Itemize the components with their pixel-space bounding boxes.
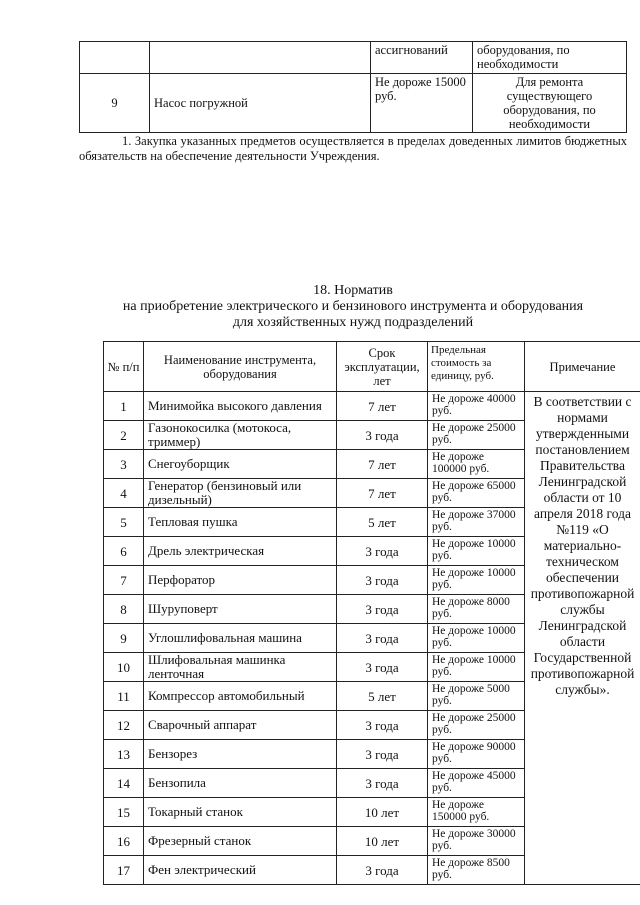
item-name-cell: Токарный станок <box>144 798 337 827</box>
price-cell: Не дороже 25000 руб. <box>428 711 525 740</box>
term-cell: 3 года <box>337 595 428 624</box>
item-name-cell: Минимойка высокого давления <box>144 392 337 421</box>
section-title-line: для хозяйственных нужд подразделений <box>232 315 474 330</box>
item-name-cell: Тепловая пушка <box>144 508 337 537</box>
item-name-cell: Сварочный аппарат <box>144 711 337 740</box>
section-title-line: на приобретение электрического и бензинового инструмента и оборудования <box>122 299 584 314</box>
term-cell: 5 лет <box>337 682 428 711</box>
item-name-cell: Шлифовальная машинка ленточная <box>144 653 337 682</box>
header-price: Предельная стоимость за единицу, руб. <box>428 342 525 392</box>
term-cell: 10 лет <box>337 827 428 856</box>
section-title <box>79 283 627 331</box>
item-name-cell: Газонокосилка (мотокоса, триммер) <box>144 421 337 450</box>
price-cell: Не дороже 8500 руб. <box>428 856 525 885</box>
price-cell: Не дороже 10000 руб. <box>428 537 525 566</box>
item-name-cell: Перфоратор <box>144 566 337 595</box>
item-name-cell: Фрезерный станок <box>144 827 337 856</box>
row-number-cell: 14 <box>104 769 144 798</box>
row-number-cell: 9 <box>104 624 144 653</box>
section-title-number: 18. Норматив <box>313 283 393 298</box>
table-row <box>80 42 627 74</box>
header-number: № п/п <box>104 342 144 392</box>
item-name-cell: Бензопила <box>144 769 337 798</box>
row-number-cell <box>80 42 150 74</box>
term-cell: 7 лет <box>337 450 428 479</box>
price-cell: Не дороже 30000 руб. <box>428 827 525 856</box>
item-name-cell: Дрель электрическая <box>144 537 337 566</box>
row-number-cell: 6 <box>104 537 144 566</box>
term-cell: 3 года <box>337 421 428 450</box>
row-number-cell: 8 <box>104 595 144 624</box>
item-name-cell <box>150 42 371 74</box>
procurement-note: 1. Закупка указанных предметов осуществляется в пределах доведенных лимитов бюджетных обязательств на обеспечение деятельности Учреждения. <box>79 134 627 163</box>
price-cell: Не дороже 10000 руб. <box>428 566 525 595</box>
price-cell: Не дороже 5000 руб. <box>428 682 525 711</box>
term-cell: 3 года <box>337 769 428 798</box>
row-number-cell: 1 <box>104 392 144 421</box>
item-name-cell: Шуруповерт <box>144 595 337 624</box>
header-name: Наименование инструмента, оборудования <box>144 342 337 392</box>
price-cell: Не дороже 8000 руб. <box>428 595 525 624</box>
note-cell: Для ремонта существующего оборудования, по необходимости <box>473 74 627 133</box>
term-cell: 5 лет <box>337 508 428 537</box>
price-cell: Не дороже 10000 руб. <box>428 653 525 682</box>
term-cell: 3 года <box>337 624 428 653</box>
row-number-cell: 9 <box>80 74 150 133</box>
term-cell: 3 года <box>337 537 428 566</box>
header-note: Примечание <box>525 342 640 392</box>
term-cell: 7 лет <box>337 479 428 508</box>
table-row <box>80 74 627 133</box>
header-term: Срок эксплуатации, лет <box>337 342 428 392</box>
price-cell: Не дороже 65000 руб. <box>428 479 525 508</box>
row-number-cell: 7 <box>104 566 144 595</box>
row-number-cell: 13 <box>104 740 144 769</box>
row-number-cell: 3 <box>104 450 144 479</box>
price-cell: Не дороже 10000 руб. <box>428 624 525 653</box>
price-cell: Не дороже 150000 руб. <box>428 798 525 827</box>
row-number-cell: 10 <box>104 653 144 682</box>
term-cell: 3 года <box>337 740 428 769</box>
item-name-cell: Снегоуборщик <box>144 450 337 479</box>
normative-table <box>103 341 640 885</box>
item-name-cell: Насос погружной <box>150 74 371 133</box>
price-cell: Не дороже 45000 руб. <box>428 769 525 798</box>
cost-cell: Не дороже 15000 руб. <box>371 74 473 133</box>
price-cell: Не дороже 25000 руб. <box>428 421 525 450</box>
row-number-cell: 12 <box>104 711 144 740</box>
term-cell: 3 года <box>337 566 428 595</box>
term-cell: 3 года <box>337 711 428 740</box>
cost-cell: ассигнований <box>371 42 473 74</box>
row-number-cell: 4 <box>104 479 144 508</box>
term-cell: 7 лет <box>337 392 428 421</box>
price-cell: Не дороже 100000 руб. <box>428 450 525 479</box>
price-cell: Не дороже 40000 руб. <box>428 392 525 421</box>
item-name-cell: Генератор (бензиновый или дизельный) <box>144 479 337 508</box>
row-number-cell: 15 <box>104 798 144 827</box>
continuation-table <box>79 41 627 133</box>
table-row <box>104 392 640 421</box>
term-cell: 3 года <box>337 856 428 885</box>
item-name-cell: Фен электрический <box>144 856 337 885</box>
merged-note-cell: В соответствии с нормами утвержденными постановлением Правительства Ленинградской области от 10 апреля 2018 года №119 «О материально-техническом обеспечении противопожарной службы Ленинградской области Государственной противопожарной службы». <box>525 392 640 885</box>
row-number-cell: 16 <box>104 827 144 856</box>
price-cell: Не дороже 37000 руб. <box>428 508 525 537</box>
row-number-cell: 17 <box>104 856 144 885</box>
row-number-cell: 5 <box>104 508 144 537</box>
note-cell: оборудования, по необходимости <box>473 42 627 74</box>
item-name-cell: Компрессор автомобильный <box>144 682 337 711</box>
row-number-cell: 11 <box>104 682 144 711</box>
row-number-cell: 2 <box>104 421 144 450</box>
item-name-cell: Бензорез <box>144 740 337 769</box>
term-cell: 3 года <box>337 653 428 682</box>
table-header-row <box>104 342 640 392</box>
item-name-cell: Углошлифовальная машина <box>144 624 337 653</box>
term-cell: 10 лет <box>337 798 428 827</box>
price-cell: Не дороже 90000 руб. <box>428 740 525 769</box>
